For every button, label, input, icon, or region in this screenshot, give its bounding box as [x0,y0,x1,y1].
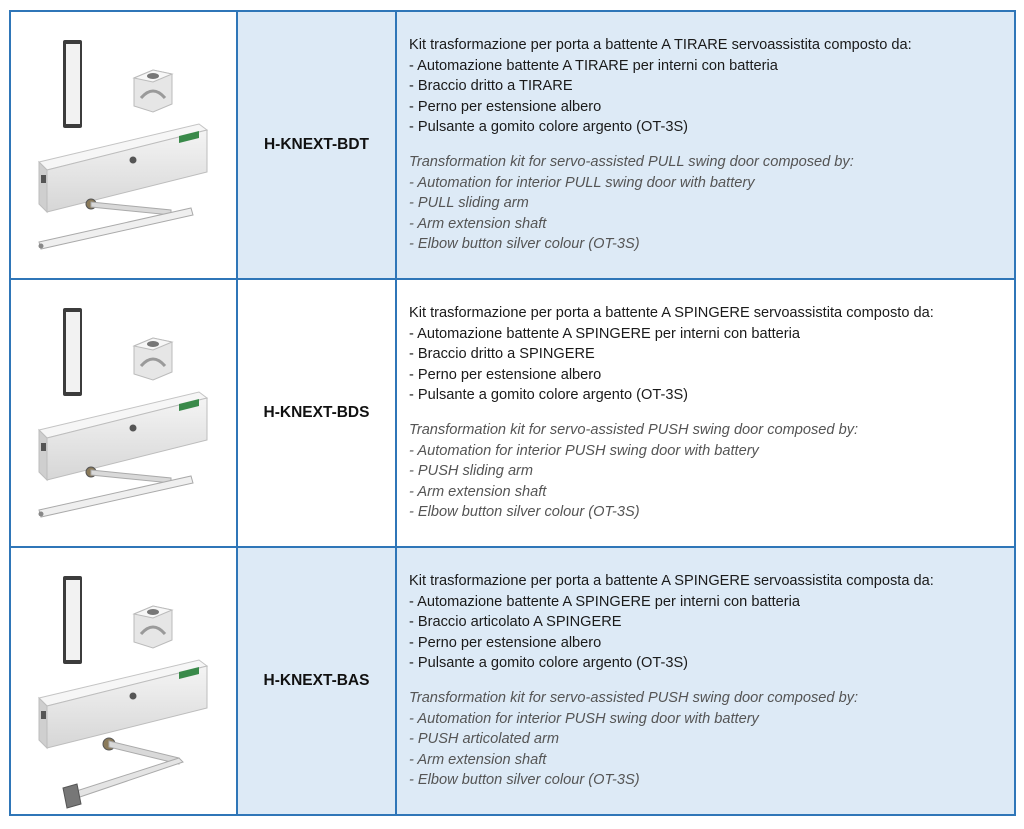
product-image [11,548,236,814]
door-kit-illustration [11,548,236,814]
english-list-item: - Automation for interior PULL swing door with battery [409,174,755,191]
product-description [397,571,1014,791]
articulated-arm [63,738,183,808]
english-list-item: - PUSH articolated arm [409,731,560,748]
product-description-cell [396,279,1015,547]
product-description-cell [396,547,1015,815]
english-title: Transformation kit for servo-assisted PUSH swing door composed by: [409,690,859,706]
elbow-button-plate [63,576,82,664]
english-list-item: - Automation for interior PUSH swing door with battery [409,442,759,459]
operator-body [39,392,207,480]
english-list-item: - Arm extension shaft [409,483,547,500]
english-list-item: - Elbow button silver colour (OT-3S) [409,772,640,789]
italian-title: Kit trasformazione per porta a battente A TIRARE servoassistita composto da: [409,37,912,54]
product-description [397,303,1014,523]
italian-list-item: - Automazione battente A TIRARE per interni con batteria [409,57,778,74]
italian-list-item: - Pulsante a gomito colore argento (OT-3S) [409,387,689,404]
door-kit-illustration [11,280,236,546]
product-description-cell [396,11,1015,279]
product-code-cell [237,547,396,815]
italian-list-item: - Automazione battente A SPINGERE per interni con batteria [409,593,801,610]
english-title: Transformation kit for servo-assisted PULL swing door composed by: [409,154,854,170]
italian-list-item: - Perno per estensione albero [409,98,602,115]
english-title: Transformation kit for servo-assisted PUSH swing door composed by: [409,422,859,438]
italian-list-item: - Automazione battente A SPINGERE per interni con batteria [409,325,801,342]
english-list-item: - Arm extension shaft [409,215,547,232]
product-code: H-KNEXT-BAS [263,672,370,689]
english-list-item: - Automation for interior PUSH swing door with battery [409,710,759,727]
english-list-item: - Arm extension shaft [409,751,547,768]
italian-list-item: - Braccio articolato A SPINGERE [409,614,622,631]
product-image [11,12,236,278]
italian-description [409,571,1004,674]
italian-list-item: - Braccio dritto a TIRARE [409,78,573,95]
product-image-cell [10,547,237,815]
product-description [397,35,1014,255]
english-list-item: - Elbow button silver colour (OT-3S) [409,236,640,253]
extension-shaft-block [134,70,172,112]
english-list-item: - Elbow button silver colour (OT-3S) [409,504,640,521]
product-code-cell [237,279,396,547]
italian-list-item: - Braccio dritto a SPINGERE [409,346,595,363]
italian-description [409,303,1004,406]
italian-list-item: - Pulsante a gomito colore argento (OT-3S) [409,655,689,672]
english-list-item: - PUSH sliding arm [409,463,534,480]
operator-body [39,660,207,748]
italian-description [409,35,1004,138]
product-code-cell [237,11,396,279]
english-description [409,152,1004,255]
operator-body [39,124,207,212]
english-list-item: - PULL sliding arm [409,195,529,212]
product-row [10,11,1015,279]
product-image-cell [10,279,237,547]
product-code: H-KNEXT-BDS [263,404,370,421]
extension-shaft-block [134,606,172,648]
extension-shaft-block [134,338,172,380]
product-code: H-KNEXT-BDT [263,136,370,153]
italian-title: Kit trasformazione per porta a battente A SPINGERE servoassistita composta da: [409,573,934,590]
italian-list-item: - Pulsante a gomito colore argento (OT-3S) [409,119,689,136]
italian-list-item: - Perno per estensione albero [409,366,602,383]
english-description [409,688,1004,791]
product-image-cell [10,11,237,279]
italian-list-item: - Perno per estensione albero [409,634,602,651]
product-image [11,280,236,546]
product-row [10,279,1015,547]
english-description [409,420,1004,523]
product-row [10,547,1015,815]
elbow-button-plate [63,40,82,128]
elbow-button-plate [63,308,82,396]
door-kit-illustration [11,12,236,278]
product-table [9,10,1016,816]
italian-title: Kit trasformazione per porta a battente A SPINGERE servoassistita composto da: [409,305,934,322]
